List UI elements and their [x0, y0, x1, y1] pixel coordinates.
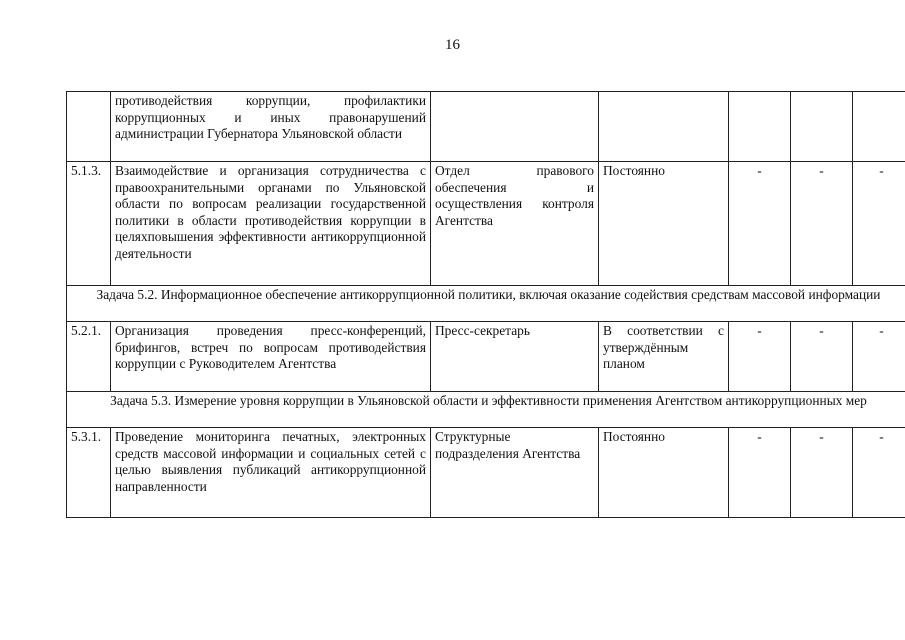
row-number: 5.1.3. [67, 162, 111, 286]
executor-cell: Отдел правового обеспечения и осуществления контроля Агентства [431, 162, 599, 286]
row-number: 5.2.1. [67, 322, 111, 392]
value-cell-3: - [853, 162, 905, 286]
task-row [67, 286, 905, 322]
term-cell [599, 92, 729, 162]
row-number: 5.3.1. [67, 428, 111, 518]
value-cell-1: - [729, 162, 791, 286]
measure-text: Проведение мониторинга печатных, электронных средств массовой информации и социальных сетей с целью выявления публикаций антикоррупционной направленности [111, 428, 431, 518]
value-cell-3: - [853, 322, 905, 392]
measure-text: Организация проведения пресс-конференций, брифингов, встреч по вопросам противодействия коррупции с Руководителем Агентства [111, 322, 431, 392]
executor-cell: Пресс-секретарь [431, 322, 599, 392]
task-heading: Задача 5.2. Информационное обеспечение антикоррупционной политики, включая оказание содействия средствам массовой информации [67, 286, 905, 322]
page-number: 16 [445, 37, 460, 53]
measures-table [66, 91, 905, 518]
table-row [67, 428, 905, 518]
term-cell: В соответствии с утверждённым планом [599, 322, 729, 392]
term-cell: Постоянно [599, 162, 729, 286]
value-cell-3 [853, 92, 905, 162]
row-number [67, 92, 111, 162]
value-cell-2: - [791, 428, 853, 518]
executor-cell: Структурные подразделения Агентства [431, 428, 599, 518]
value-cell-1: - [729, 428, 791, 518]
measure-text: противодействия коррупции, профилактики коррупционных и иных правонарушений администрации Губернатора Ульяновской области [111, 92, 431, 162]
executor-cell [431, 92, 599, 162]
table-row [67, 162, 905, 286]
task-row [67, 392, 905, 428]
task-heading: Задача 5.3. Измерение уровня коррупции в Ульяновской области и эффективности применения Агентством антикоррупционных мер [67, 392, 905, 428]
table-row [67, 322, 905, 392]
value-cell-2 [791, 92, 853, 162]
value-cell-2: - [791, 162, 853, 286]
value-cell-3: - [853, 428, 905, 518]
term-cell: Постоянно [599, 428, 729, 518]
value-cell-2: - [791, 322, 853, 392]
value-cell-1 [729, 92, 791, 162]
table-row [67, 92, 905, 162]
value-cell-1: - [729, 322, 791, 392]
measure-text: Взаимодействие и организация сотрудничества с правоохранительными органами по Ульяновской области по вопросам реализации государственной политики в области противодействия коррупции в целяхповышения эффективности антикоррупционной деятельности [111, 162, 431, 286]
